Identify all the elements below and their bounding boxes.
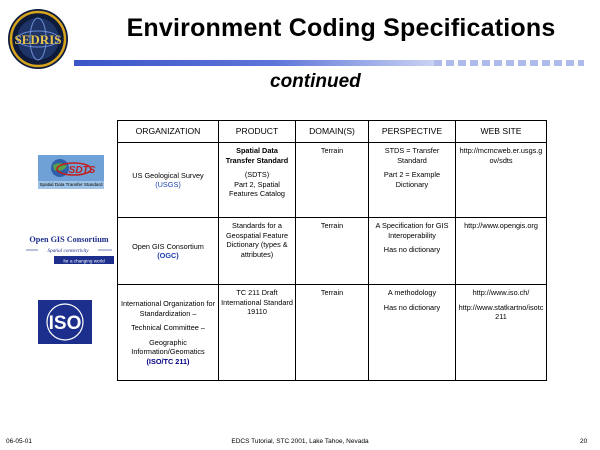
org-abbr: (ISO/TC 211) [146,356,190,366]
website-cell[interactable]: http://www.opengis.org [456,218,547,285]
slide-subtitle: continued [270,71,361,92]
org-committee: Technical Committee – [131,323,205,332]
iso-logo-text: ISO [48,313,82,334]
org-cell [118,285,219,381]
website-link[interactable]: http://www.statkartno/isotc211 [458,302,544,321]
org-name: US Geological Survey [132,170,204,180]
sedris-logo-text: SEDRIS [14,32,62,47]
table-row [118,143,547,218]
perspective-line-2: Part 2 = Example Dictionary [383,170,441,189]
domain-cell: Terrain [296,218,369,285]
header-perspective: PERSPECTIVE [369,121,456,143]
table-header-row [118,121,547,143]
product-title: Spatial Data Transfer Standard [225,146,289,165]
table-row [118,285,547,381]
perspective-line-1: A methodology [387,288,437,297]
product-note: Part 2, Spatial Features Catalog [229,179,285,198]
sdts-logo-caption: Spatial Data Transfer Standard [39,182,103,187]
perspective-cell [369,218,456,285]
sdts-logo [38,155,104,189]
header-product: PRODUCT [219,121,296,143]
org-cell [118,143,219,218]
ogc-logo-tagline: Spatial connectivity [47,248,89,254]
product-abbr: (SDTS) [244,170,270,179]
product-cell: Standards for a Geospatial Feature Dictionary (types & attributes) [219,218,296,285]
org-abbr: (OGC) [157,251,179,260]
product-cell: TC 211 Draft International Standard 19110 [219,285,296,381]
domain-cell: Terrain [296,143,369,218]
org-name: Open GIS Consortium [132,241,204,251]
perspective-line-1: STDS = Transfer Standard [384,146,440,165]
table-row [118,218,547,285]
website-cell [456,285,547,381]
slide-title: Environment Coding Specifications [126,14,556,42]
org-cell [118,218,219,285]
perspective-line-2: Has no dictionary [383,302,441,312]
product-cell [219,143,296,218]
header-organization: ORGANIZATION [118,121,219,143]
sedris-logo [7,8,69,70]
ogc-logo-text: Open GIS Consortium [29,235,109,244]
ogc-logo-band: for a changing world [63,258,105,264]
domain-cell: Terrain [296,285,369,381]
perspective-line-1: A Specification for GIS Interoperability [375,221,449,240]
org-name: International Organization for Standardization – [120,299,216,318]
footer-event: EDCS Tutorial, STC 2001, Lake Tahoe, Nevada [231,438,369,445]
perspective-line-2: Has no dictionary [383,245,441,254]
org-abbr: (USGS) [155,180,181,189]
iso-logo [38,300,92,344]
footer-date: 06-05-01 [6,438,33,445]
perspective-cell [369,143,456,218]
header-domains: DOMAIN(S) [296,121,369,143]
org-sub: Geographic Information/Geomatics [131,337,205,356]
website-cell[interactable]: http://mcmcweb.er.usgs.gov/sdts [456,143,547,218]
footer-page-number: 20 [580,438,588,445]
sdts-logo-text: SDTS [68,165,96,176]
header-web-site: WEB SITE [456,121,547,143]
specifications-table [117,120,547,381]
perspective-cell [369,285,456,381]
ogc-logo [22,234,116,268]
title-underline-dashes [434,60,584,66]
title-underline-bar [74,60,434,66]
website-link[interactable]: http://www.iso.ch/ [472,288,530,297]
